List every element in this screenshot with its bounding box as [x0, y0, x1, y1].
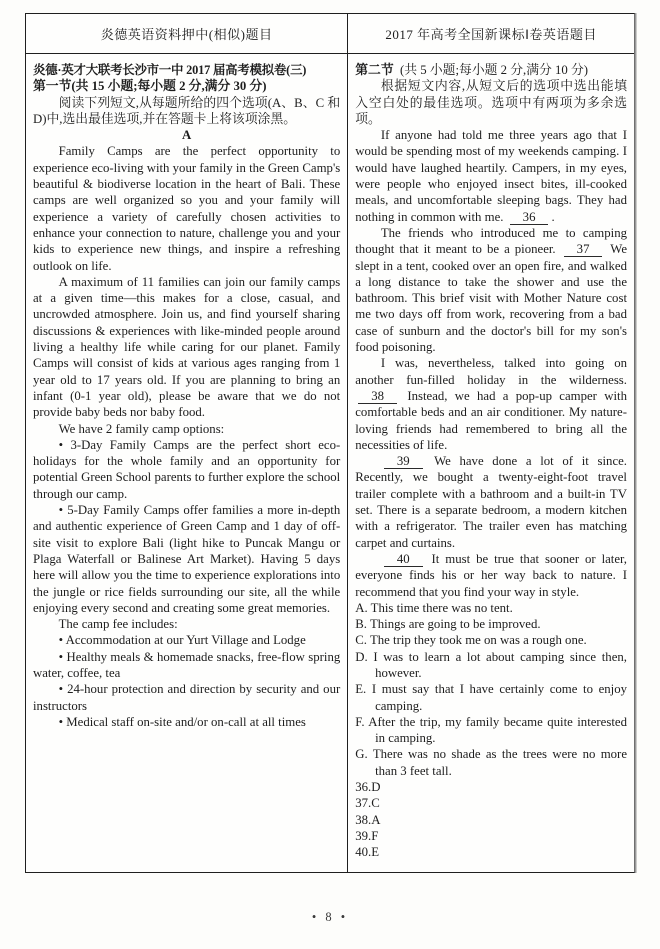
bullet-text: Accommodation at our Yurt Village and Lodge — [65, 633, 306, 648]
option-b — [355, 616, 627, 632]
section-1-label: 第一节 — [33, 79, 72, 94]
section-1-heading — [33, 78, 340, 94]
section-2-label: 第二节 — [355, 63, 394, 77]
gapfill-paragraph — [355, 453, 627, 551]
answer-38: 38.A — [355, 812, 381, 827]
blank-number: 40 — [396, 551, 410, 566]
bullet-icon: • — [58, 714, 64, 729]
option-g — [355, 746, 627, 779]
blank-number: 38 — [371, 388, 385, 403]
paragraph-text: We slept in a tent, cooked over an open fire, and walked a long distance to take the shower and use the bathroom. This brief visit with Mother Nature cost me two days off from work, recovering from a bad case of sunburn and the doctor's bill for my son's food poisoning. — [355, 242, 627, 355]
option-e — [355, 681, 627, 714]
section-1-info: (共 15 小题;每小题 2 分,满分 30 分) — [71, 79, 267, 94]
section-1-instructions: 阅读下列短文,从每题所给的四个选项(A、B、C 和 D)中,选出最佳选项,并在答题卡上将该项涂黑。 — [33, 95, 341, 126]
option-label: C. — [355, 633, 367, 648]
blank-number: 36 — [522, 209, 536, 224]
header-row — [26, 14, 634, 54]
option-f — [355, 714, 627, 747]
section-2-heading — [355, 62, 627, 78]
option-text: After the trip, my family became quite interested in camping. — [368, 714, 627, 746]
bullet-text: 24-hour protection and direction by security and our instructors — [33, 682, 341, 713]
option-text: I was to learn a lot about camping since then, however. — [373, 649, 627, 680]
option-d — [355, 649, 627, 682]
option-text: There was no shade as the trees were no more than 3 feet tall. — [372, 747, 628, 778]
blank-40 — [384, 552, 423, 567]
content-columns — [26, 54, 634, 872]
passage-paragraph: A maximum of 11 families can join our family camps at a given time—this makes for a close, casual, and uncrowded atmosphere. Join us, and find yourself sharing discussions & experiences with like-minded people around living a healthy life while caring for our planet. Family Camps will consist of kids at various ages ranging from 1 year old to 17 years old. If you are planning to bring an infant (0-1 year old), please be aware that we do not provide baby beds nor baby food. — [33, 274, 341, 420]
bullet-text: Healthy meals & homemade snacks, free-flow spring water, coffee, tea — [33, 649, 341, 680]
passage-a-label: A — [181, 128, 192, 143]
blank-39 — [384, 454, 423, 469]
answer-37: 37.C — [355, 796, 380, 811]
blank-38 — [358, 389, 397, 404]
answer-39: 39.F — [355, 828, 379, 843]
bullet-item — [33, 437, 340, 502]
paragraph-text: We have done a lot of it since. Recently, we bought a twenty-eight-foot travel trailer complete with a bathroom and a built-in TV set. There is a separate bedroom, a modern kitchen with a refrigerator. The trailer even has matching carpet and curtains. — [355, 454, 627, 550]
paragraph-text: . — [551, 209, 555, 224]
paragraph-text: It must be true that sooner or later, everyone finds his or her way back to nature. I recommend that you find your way in style. — [355, 551, 627, 599]
blank-number: 39 — [396, 454, 410, 469]
option-text: This time there was no tent. — [370, 600, 513, 615]
bullet-item — [33, 681, 340, 714]
left-column — [26, 54, 348, 872]
gapfill-paragraph — [355, 127, 627, 225]
blank-number: 37 — [576, 242, 590, 257]
option-label: F. — [355, 714, 365, 729]
right-column — [348, 54, 634, 872]
option-text: The trip they took me on was a rough one. — [369, 633, 587, 648]
answer-36: 36.D — [355, 780, 381, 795]
header-left-title: 炎德英语资料押中(相似)题目 — [26, 14, 348, 53]
option-label: G. — [355, 747, 368, 762]
options-intro: We have 2 family camp options: — [58, 421, 225, 436]
fee-intro: The camp fee includes: — [58, 617, 178, 632]
paragraph-text: I was, nevertheless, talked into going on another fun-filled holiday in the wilderness. — [355, 356, 627, 387]
passage-paragraph: Family Camps are the perfect opportunity to experience eco-living with your family in the Green Camp's beautiful & biodiverse location in the heart of Bali. These camps are well organized so you and your family will experience a variety of carefully chosen activities to enhance your connection to nature, challenge you and your kids to experience new things, and inspire a refreshing outlook on life. — [33, 144, 341, 273]
gapfill-paragraph — [355, 225, 627, 355]
paragraph-text: If anyone had told me three years ago that I would be spending most of my weekends camping. I would have laughed heartily. Campers, in my eyes, were people who enjoyed insect bites, ill-cooked meals, and uncomfortable sleeping bags. They had nothing in common with me. — [355, 128, 627, 224]
blank-36 — [510, 210, 549, 225]
option-label: E. — [355, 682, 367, 697]
header-right-title: 2017 年高考全国新课标Ⅰ卷英语题目 — [385, 27, 597, 42]
option-label: B. — [355, 617, 367, 632]
bullet-icon: • — [58, 682, 64, 697]
bullet-icon: • — [58, 503, 64, 518]
bullet-icon: • — [58, 437, 64, 452]
gapfill-paragraph — [355, 355, 627, 453]
bullet-text: Medical staff on-site and/or on-call at all times — [66, 714, 306, 729]
paper-title: 炎德·英才大联考长沙市一中 2017 届高考模拟卷(三) — [33, 63, 307, 77]
bullet-item — [33, 714, 340, 730]
answer-40: 40.E — [355, 845, 380, 860]
gapfill-paragraph — [355, 551, 627, 600]
option-text: Things are going to be improved. — [369, 617, 541, 632]
section-2-instructions: 根据短文内容,从短文后的选项中选出能填入空白处的最佳选项。选项中有两项为多余选项。 — [355, 79, 627, 126]
option-label: D. — [355, 649, 368, 664]
bullet-item — [33, 632, 340, 648]
bullet-text: 3-Day Family Camps are the perfect short eco-holidays for the whole family and an opportunity for potential Green School parents to further explore the school through our camp. — [33, 437, 341, 501]
option-c — [355, 632, 627, 648]
bullet-icon: • — [58, 649, 64, 664]
option-label: A. — [355, 600, 368, 615]
bullet-item — [33, 502, 340, 616]
paragraph-text: The friends who introduced me to camping thought that it meant to be a pioneer. — [355, 225, 627, 257]
section-2-info: (共 5 小题;每小题 2 分,满分 10 分) — [400, 63, 589, 77]
paragraph-text: Instead, we had a pop-up camper with comfortable beds and an air conditioner. My nature-loving friends had remembered to bring all the necessities of life. — [355, 388, 627, 452]
bullet-icon: • — [58, 633, 64, 648]
bullet-item — [33, 649, 340, 682]
exam-sheet — [25, 13, 635, 873]
blank-37 — [564, 242, 603, 257]
option-text: I must say that I have certainly come to enjoy camping. — [371, 682, 627, 713]
option-a — [355, 600, 627, 616]
page-number: • 8 • — [311, 910, 349, 924]
bullet-text: 5-Day Family Camps offer families a more in-depth and authentic experience of Green Camp and 1 day of off-site visit to explore Bali (light hike to Puncak Mangu or Plaga Waterfall or Balinese Art Market). Having 5 days here will allow you the time to experience explorations into the jungle or rice fields surrounding our site, all the while enjoying every second and creating some great memories. — [33, 503, 341, 615]
